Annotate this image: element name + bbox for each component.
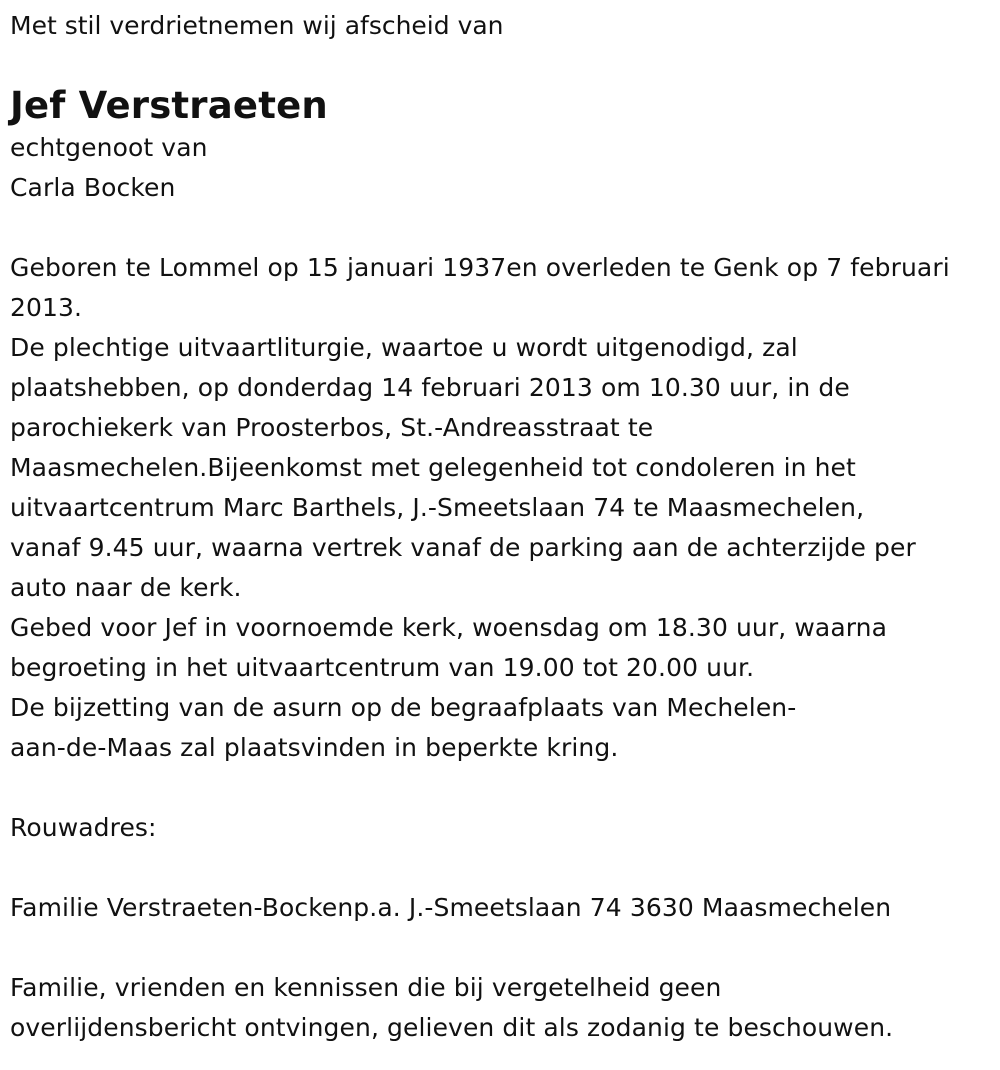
- intro-text: Met stil verdrietnemen wij afscheid van: [10, 11, 504, 40]
- body-line: plaatshebben, op donderdag 14 februari 2013 om 10.30 uur, in de: [10, 373, 850, 402]
- spacer: [10, 768, 995, 808]
- relation-line: echtgenoot van: [10, 133, 208, 162]
- address-label: Rouwadres:: [10, 813, 157, 842]
- address-value: Familie Verstraeten-Bockenp.a. J.-Smeetslaan 74 3630 Maasmechelen: [10, 893, 892, 922]
- body-line: Maasmechelen.Bijeenkomst met gelegenheid tot condoleren in het: [10, 453, 856, 482]
- spacer: [10, 208, 995, 248]
- spacer: [10, 848, 995, 888]
- body-line: 2013.: [10, 293, 83, 322]
- body-text: [10, 248, 995, 768]
- body-line: Geboren te Lommel op 15 januari 1937en overleden te Genk op 7 februari: [10, 253, 950, 282]
- closing-text: [10, 968, 995, 1048]
- deceased-name: Jef Verstraeten: [10, 84, 328, 127]
- spouse-name: Carla Bocken: [10, 173, 176, 202]
- closing-line: overlijdensbericht ontvingen, gelieven dit als zodanig te beschouwen.: [10, 1013, 894, 1042]
- body-line: begroeting in het uitvaartcentrum van 19.00 tot 20.00 uur.: [10, 653, 755, 682]
- body-line: uitvaartcentrum Marc Barthels, J.-Smeetslaan 74 te Maasmechelen,: [10, 493, 865, 522]
- spacer: [10, 928, 995, 968]
- body-line: De bijzetting van de asurn op de begraafplaats van Mechelen-: [10, 693, 797, 722]
- body-line: Gebed voor Jef in voornoemde kerk, woensdag om 18.30 uur, waarna: [10, 613, 888, 642]
- body-line: vanaf 9.45 uur, waarna vertrek vanaf de parking aan de achterzijde per: [10, 533, 916, 562]
- body-line: De plechtige uitvaartliturgie, waartoe u wordt uitgenodigd, zal: [10, 333, 798, 362]
- obituary-notice: [10, 6, 995, 1048]
- body-line: auto naar de kerk.: [10, 573, 242, 602]
- body-line: aan-de-Maas zal plaatsvinden in beperkte kring.: [10, 733, 619, 762]
- body-line: parochiekerk van Proosterbos, St.-Andreasstraat te: [10, 413, 654, 442]
- closing-line: Familie, vrienden en kennissen die bij vergetelheid geen: [10, 973, 722, 1002]
